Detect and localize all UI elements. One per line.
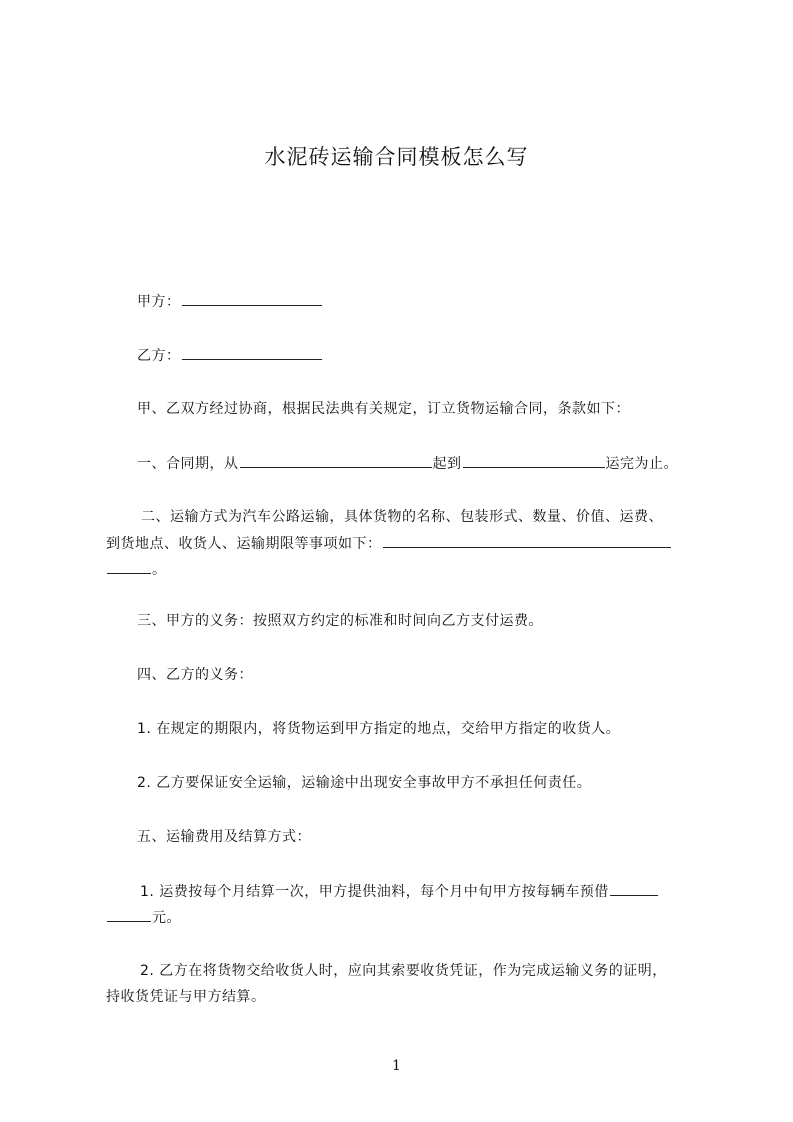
clause-2-blank-2 [107,559,151,574]
party-b-blank [182,345,322,360]
party-a-line [137,291,323,312]
clause-1-suffix: 运完为止。 [605,456,678,472]
clause-4-heading: 四、乙方的义务： [137,667,253,683]
clause-1 [137,453,678,474]
party-a-blank [182,291,322,306]
clause-5-item-2-line-2: 持收货凭证与甲方结算。 [106,989,266,1005]
party-b-label: 乙方： [137,348,181,364]
clause-2-line-1: 二、运输方式为汽车公路运输，具体货物的名称、包装形式、数量、价值、运费、 [141,509,663,525]
clause-1-middle: 起到 [432,456,462,472]
clause-2-text: 到货地点、收货人、运输期限等事项如下： [106,536,382,552]
page-number: 1 [392,1058,401,1074]
clause-1-start-blank [240,453,432,468]
clause-4-item-1: 1. 在规定的期限内，将货物运到甲方指定的地点，交给甲方指定的收货人。 [137,721,621,737]
clause-1-end-blank [463,453,605,468]
party-b-line [137,345,323,366]
clause-5-item-1-line-1 [140,881,659,902]
clause-2-blank-1 [383,533,671,548]
clause-1-prefix: 一、合同期，从 [137,456,239,472]
clause-2-line-2 [106,533,672,554]
clause-5-blank-2 [107,907,151,922]
clause-5-item-1-line-2 [106,907,181,928]
clause-5-item-1-text: 1. 运费按每个月结算一次，甲方提供油料，每个月中旬甲方按每辆车预借 [140,884,609,900]
clause-2-line-3 [106,559,167,580]
clause-5-item-2-line-1: 2. 乙方在将货物交给收货人时，应向其索要收货凭证，作为完成运输义务的证明， [140,963,667,979]
clause-5-blank-1 [610,881,658,896]
document-title: 水泥砖运输合同模板怎么写 [264,145,529,169]
clause-4-item-2: 2. 乙方要保证安全运输，运输途中出现安全事故甲方不承担任何责任。 [137,775,592,791]
intro-paragraph: 甲、乙双方经过协商，根据民法典有关规定，订立货物运输合同，条款如下： [137,401,630,417]
clause-5-heading: 五、运输费用及结算方式： [137,829,311,845]
clause-2-suffix: 。 [152,562,167,578]
clause-5-item-1-suffix: 元。 [152,910,181,926]
party-a-label: 甲方： [137,294,181,310]
clause-3: 三、甲方的义务：按照双方约定的标准和时间向乙方支付运费。 [137,613,543,629]
